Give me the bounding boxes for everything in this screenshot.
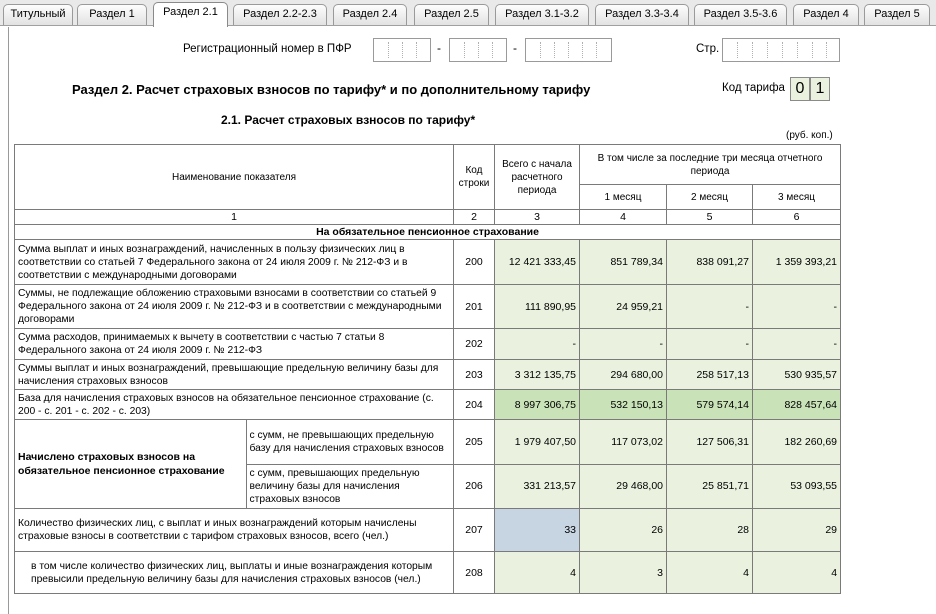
row-code: 207 (454, 509, 495, 552)
value-total[interactable]: 4 (495, 552, 580, 594)
subsection-title: 2.1. Расчет страховых взносов по тарифу* (221, 113, 476, 127)
row-name: Сумма выплат и иных вознаграждений, начисленных в пользу физических лиц в соответствии со статьей 7 Федерального закона от 24 июля 2009 г. № 212-ФЗ и в соответствии с международными договорами (15, 240, 454, 285)
tab-section-3-1-3-2[interactable]: Раздел 3.1-3.2 (495, 4, 589, 25)
col-number: 3 (495, 210, 580, 225)
col-number: 6 (753, 210, 841, 225)
value-total[interactable]: 111 890,95 (495, 285, 580, 329)
header-indicator-name: Наименование показателя (15, 145, 454, 210)
row-code: 205 (454, 420, 495, 465)
accrued-group-cell (15, 420, 454, 509)
row-name: Сумма расходов, принимаемых к вычету в соответствии с частью 7 статьи 8 Федерального закона от 24 июля 2009 г. № 212-ФЗ (15, 329, 454, 360)
value-month-2[interactable]: 258 517,13 (667, 360, 753, 390)
value-total[interactable]: 3 312 135,75 (495, 360, 580, 390)
reg-dash-2: - (513, 41, 517, 55)
table-row-203 (15, 360, 841, 390)
value-month-1[interactable]: 29 468,00 (580, 464, 667, 509)
value-month-1[interactable]: 532 150,13 (580, 390, 667, 420)
tarif-code-label: Код тарифа (722, 82, 785, 94)
col-number: 4 (580, 210, 667, 225)
value-month-3[interactable]: - (753, 329, 841, 360)
header-month-3: 3 месяц (753, 185, 841, 210)
row-code: 202 (454, 329, 495, 360)
tab-section-4[interactable]: Раздел 4 (793, 4, 859, 25)
table-row-208 (15, 552, 841, 594)
units-label: (руб. коп.) (786, 130, 833, 141)
value-month-2[interactable]: 127 506,31 (667, 420, 753, 465)
row-name: с сумм, не превышающих предельную базу для начисления страховых взносов (246, 420, 453, 464)
value-total[interactable]: 33 (495, 509, 580, 552)
value-month-3[interactable]: - (753, 285, 841, 329)
section-title: Раздел 2. Расчет страховых взносов по тарифу* и по дополнительному тарифу (72, 82, 591, 97)
tab-section-5[interactable]: Раздел 5 (864, 4, 930, 25)
tab-section-1[interactable]: Раздел 1 (77, 4, 147, 25)
header-last-three-months: В том числе за последние три месяца отчетного периода (580, 145, 841, 185)
row-name: База для начисления страховых взносов на обязательное пенсионное страхование (с. 200 - с. 201 - с. 202 - с. 203) (15, 390, 454, 420)
row-code: 203 (454, 360, 495, 390)
row-code: 200 (454, 240, 495, 285)
table-row-202 (15, 329, 841, 360)
reg-number-label: Регистрационный номер в ПФР (183, 43, 352, 55)
tarif-code-digit-1[interactable]: 0 (790, 77, 810, 101)
group-title-pension: На обязательное пенсионное страхование (15, 225, 841, 240)
value-month-3[interactable]: 530 935,57 (753, 360, 841, 390)
value-month-1[interactable]: 294 680,00 (580, 360, 667, 390)
tab-section-2-5[interactable]: Раздел 2.5 (414, 4, 489, 25)
row-code: 208 (454, 552, 495, 594)
page-number-input[interactable] (722, 38, 840, 62)
col-number: 5 (667, 210, 753, 225)
row-name: Количество физических лиц, с выплат и иных вознаграждений которым начислены страховые взносы в соответствии с тарифом страховых взносов, всего (чел.) (15, 509, 454, 552)
value-month-2[interactable]: 25 851,71 (667, 464, 753, 509)
calculation-table (14, 144, 841, 594)
value-month-2[interactable]: - (667, 285, 753, 329)
row-code: 206 (454, 464, 495, 509)
value-total[interactable]: - (495, 329, 580, 360)
value-month-2[interactable]: 838 091,27 (667, 240, 753, 285)
value-month-1[interactable]: - (580, 329, 667, 360)
row-name: с сумм, превышающих предельную величину базы для начисления страховых взносов (249, 467, 420, 505)
header-month-1: 1 месяц (580, 185, 667, 210)
header-month-2: 2 месяц (667, 185, 753, 210)
tab-title-page[interactable]: Титульный (3, 4, 73, 25)
value-month-1[interactable]: 26 (580, 509, 667, 552)
value-month-3[interactable]: 53 093,55 (753, 464, 841, 509)
value-total[interactable]: 12 421 333,45 (495, 240, 580, 285)
row-name: Суммы, не подлежащие обложению страховыми взносами в соответствии со статьей 9 Федерального закона от 24 июля 2009 г. № 212-ФЗ и в соответствии с международными договорами (15, 285, 454, 329)
tab-section-3-3-3-4[interactable]: Раздел 3.3-3.4 (595, 4, 689, 25)
table-row-201 (15, 285, 841, 329)
header-total: Всего с начала расчетного периода (495, 145, 580, 210)
col-number: 2 (454, 210, 495, 225)
value-month-3[interactable]: 4 (753, 552, 841, 594)
value-month-2[interactable]: 4 (667, 552, 753, 594)
reg-dash-1: - (437, 41, 441, 55)
tab-section-2-4[interactable]: Раздел 2.4 (333, 4, 407, 25)
tab-section-3-5-3-6[interactable]: Раздел 3.5-3.6 (694, 4, 787, 25)
value-month-3[interactable]: 29 (753, 509, 841, 552)
row-name: Суммы выплат и иных вознаграждений, превышающие предельную величину базы для начисления страховых взносов (15, 360, 454, 390)
col-number: 1 (15, 210, 454, 225)
value-total[interactable]: 331 213,57 (495, 464, 580, 509)
accrued-title: Начислено страховых взносов на обязательное пенсионное страхование (15, 420, 246, 508)
tab-section-2-2-2-3[interactable]: Раздел 2.2-2.3 (233, 4, 327, 25)
tab-bar (0, 0, 936, 26)
page-frame-border (8, 27, 9, 614)
table-row-200 (15, 240, 841, 285)
value-total[interactable]: 1 979 407,50 (495, 420, 580, 465)
header-row-code: Код строки (454, 145, 495, 210)
value-month-3[interactable]: 1 359 393,21 (753, 240, 841, 285)
value-month-1[interactable]: 3 (580, 552, 667, 594)
value-month-3[interactable]: 828 457,64 (753, 390, 841, 420)
tab-section-2-1[interactable]: Раздел 2.1 (153, 2, 228, 27)
page-number-label: Стр. (696, 43, 720, 55)
reg-number-part-1[interactable] (373, 38, 431, 62)
value-month-3[interactable]: 182 260,69 (753, 420, 841, 465)
value-month-1[interactable]: 117 073,02 (580, 420, 667, 465)
table-row-207 (15, 509, 841, 552)
value-month-1[interactable]: 851 789,34 (580, 240, 667, 285)
value-total[interactable]: 8 997 306,75 (495, 390, 580, 420)
value-month-2[interactable]: - (667, 329, 753, 360)
value-month-2[interactable]: 28 (667, 509, 753, 552)
reg-number-part-3[interactable] (525, 38, 612, 62)
value-month-1[interactable]: 24 959,21 (580, 285, 667, 329)
value-month-2[interactable]: 579 574,14 (667, 390, 753, 420)
tarif-code-digit-2[interactable]: 1 (810, 77, 830, 101)
table-row-204 (15, 390, 841, 420)
table-row-205 (15, 420, 841, 465)
row-code: 201 (454, 285, 495, 329)
row-code: 204 (454, 390, 495, 420)
reg-number-part-2[interactable] (449, 38, 507, 62)
row-name: в том числе количество физических лиц, выплаты и иные вознаграждения которым превысили предельную величину базы для начисления страховых взносов (чел.) (15, 552, 454, 594)
